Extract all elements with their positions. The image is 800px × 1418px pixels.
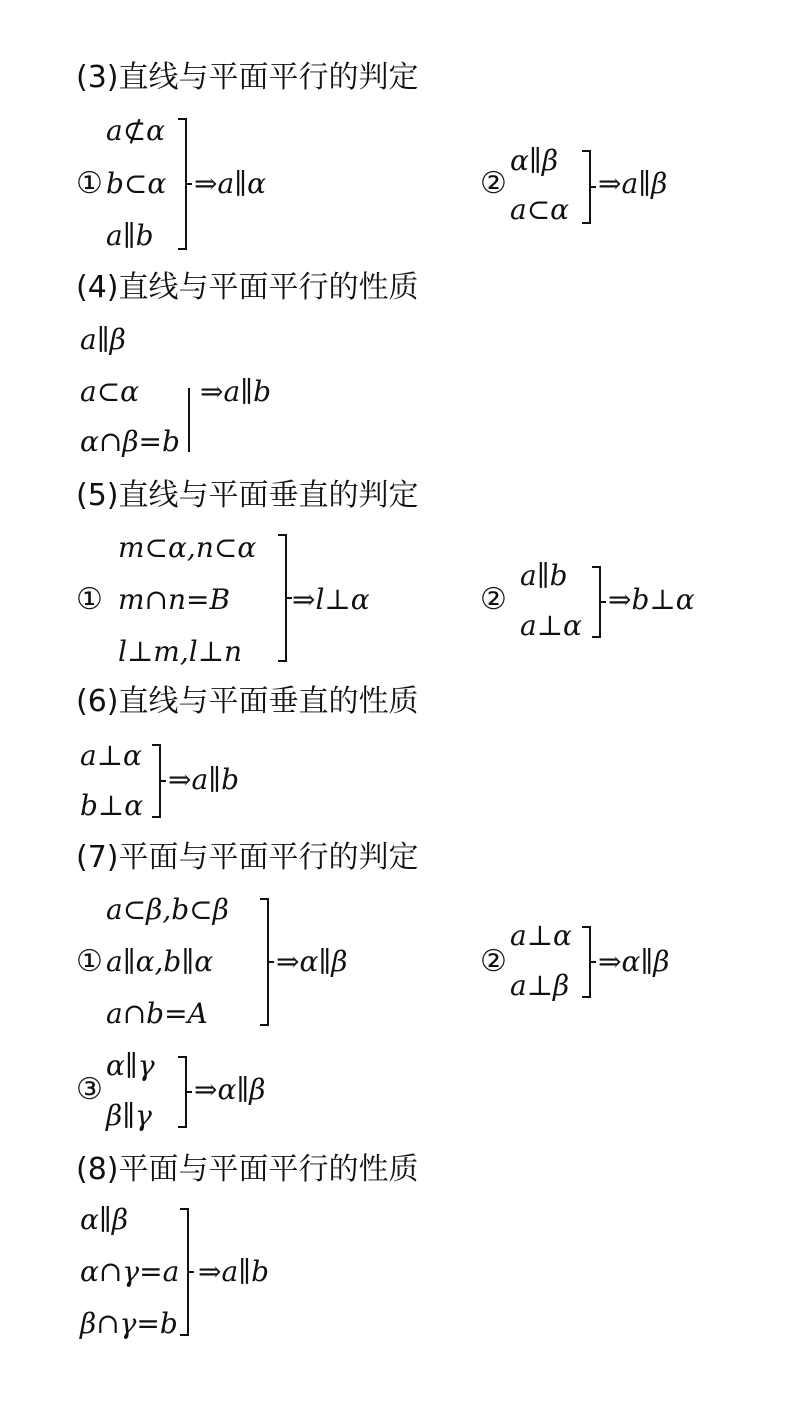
section-7-heading: (7)平面与平面平行的判定 — [76, 840, 419, 875]
conclusion: ⇒l⊥α — [292, 583, 370, 616]
condition-line: a⊥α — [80, 739, 142, 772]
right-brace — [582, 926, 591, 998]
conclusion: ⇒a∥b — [168, 763, 240, 796]
condition-line: α∥β — [510, 144, 559, 177]
condition-line: a∥b — [520, 559, 568, 592]
theorem-marker-2: ② — [480, 944, 507, 979]
theorem-marker-3: ③ — [76, 1072, 103, 1107]
theorem-marker-1: ① — [76, 944, 103, 979]
condition-line: b⊂α — [106, 167, 167, 200]
condition-line: a⊥α — [510, 919, 572, 952]
section-6-heading: (6)直线与平面垂直的性质 — [76, 684, 419, 719]
condition-line: a∥b — [106, 219, 154, 252]
condition-line: a∥β — [80, 323, 126, 356]
condition-line: a⊂α — [80, 375, 140, 408]
right-brace — [152, 744, 161, 818]
condition-line: α∩β=b — [80, 425, 180, 458]
section-8-heading: (8)平面与平面平行的性质 — [76, 1152, 419, 1187]
right-brace — [178, 1056, 187, 1128]
right-brace — [188, 388, 190, 452]
conclusion: ⇒α∥β — [598, 945, 670, 978]
right-brace — [260, 898, 269, 1026]
condition-line: α∩γ=a — [80, 1255, 180, 1288]
right-brace — [278, 534, 287, 662]
condition-line: m⊂α,n⊂α — [118, 531, 257, 564]
right-brace — [180, 1208, 189, 1336]
theorem-marker-1: ① — [76, 582, 103, 617]
condition-line: a∩b=A — [106, 997, 208, 1030]
condition-line: a⊥β — [510, 969, 570, 1002]
conclusion: ⇒a∥β — [598, 167, 668, 200]
conclusion: ⇒α∥β — [276, 945, 348, 978]
right-brace — [178, 118, 187, 250]
condition-line: a⊂α — [510, 193, 570, 226]
section-3-heading: (3)直线与平面平行的判定 — [76, 60, 419, 95]
condition-line: β∩γ=b — [80, 1307, 178, 1340]
condition-line: a∥α,b∥α — [106, 945, 214, 978]
conclusion: ⇒a∥b — [200, 375, 272, 408]
conclusion: ⇒a∥α — [194, 167, 266, 200]
condition-line: α∥β — [80, 1203, 129, 1236]
condition-line: a⊄α — [106, 114, 166, 147]
section-4-heading: (4)直线与平面平行的性质 — [76, 270, 419, 305]
condition-line: b⊥α — [80, 789, 144, 822]
right-brace — [592, 566, 601, 638]
condition-line: a⊥α — [520, 609, 582, 642]
condition-line: α∥γ — [106, 1049, 155, 1082]
theorem-marker-1: ① — [76, 166, 103, 201]
condition-line: a⊂β,b⊂β — [106, 893, 229, 926]
condition-line: m∩n=B — [118, 583, 231, 616]
conclusion: ⇒a∥b — [198, 1255, 270, 1288]
conclusion: ⇒b⊥α — [608, 583, 695, 616]
theorem-marker-2: ② — [480, 166, 507, 201]
section-5-heading: (5)直线与平面垂直的判定 — [76, 478, 419, 513]
right-brace — [582, 150, 591, 224]
condition-line: l⊥m,l⊥n — [118, 635, 243, 668]
condition-line: β∥γ — [106, 1099, 152, 1132]
conclusion: ⇒α∥β — [194, 1073, 266, 1106]
theorem-marker-2: ② — [480, 582, 507, 617]
